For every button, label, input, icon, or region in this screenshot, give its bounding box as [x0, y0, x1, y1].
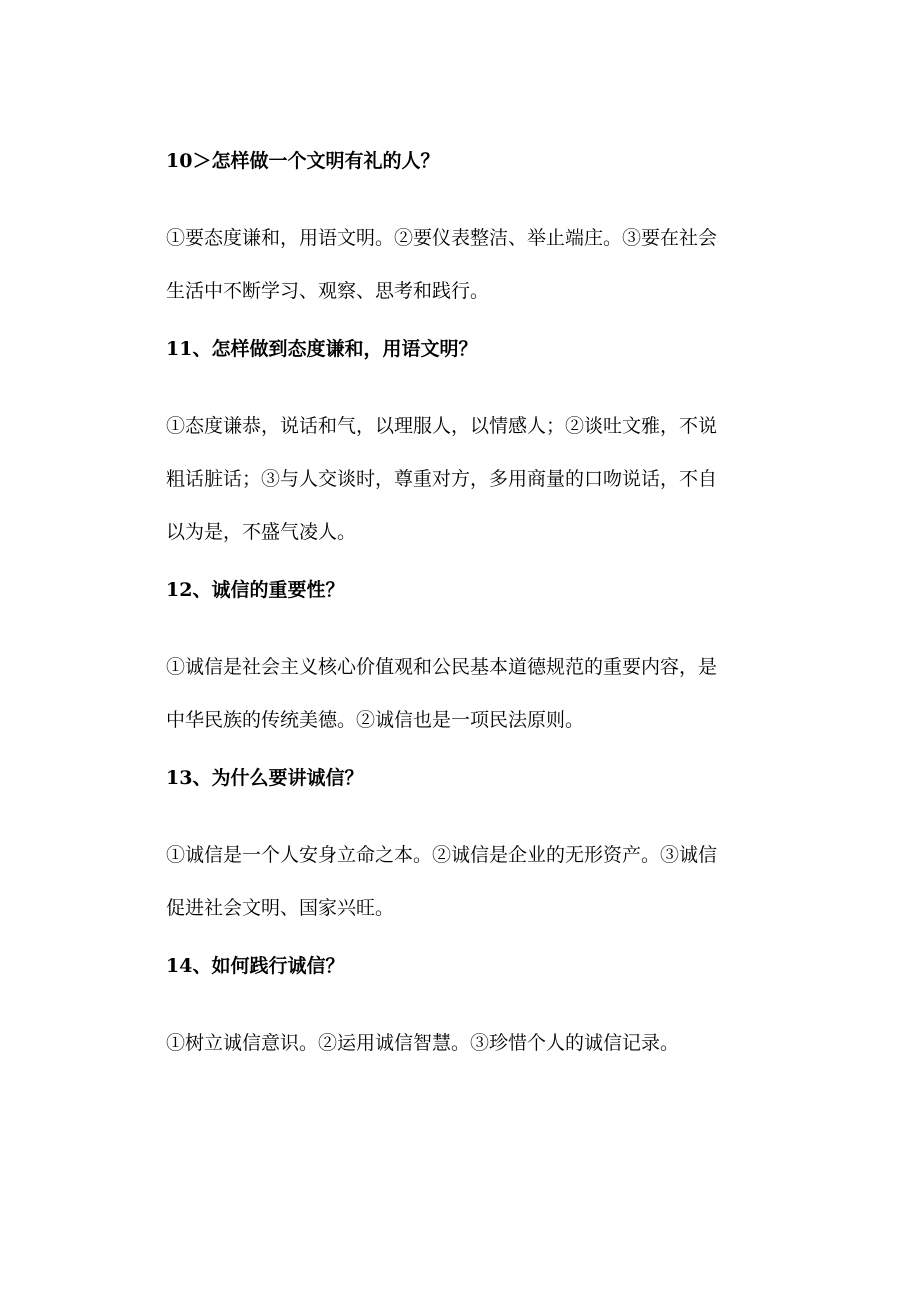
question-10: 10＞怎样做一个文明有礼的人？	[166, 150, 440, 172]
question-12: 12、诚信的重要性？	[166, 579, 345, 601]
answer-line: ①诚信是一个人安身立命之本。②诚信是企业的无形资产。③诚信	[166, 844, 718, 866]
answer-13	[166, 829, 756, 935]
answer-line: ①态度谦恭，说话和气，以理服人，以情感人；②谈吐文雅，不说	[166, 415, 718, 437]
question-11: 11、怎样做到态度谦和，用语文明？	[166, 338, 478, 360]
question-13: 13、为什么要讲诚信？	[166, 767, 364, 789]
answer-line: ①树立诚信意识。②运用诚信智慧。③珍惜个人的诚信记录。	[166, 1032, 680, 1054]
answer-line: 以为是，不盛气凌人。	[166, 521, 357, 543]
answer-12	[166, 641, 756, 747]
answer-10	[166, 212, 756, 318]
answer-line: ①诚信是社会主义核心价值观和公民基本道德规范的重要内容，是	[166, 656, 718, 678]
question-14: 14、如何践行诚信？	[166, 955, 345, 977]
answer-line: 中华民族的传统美德。②诚信也是一项民法原则。	[166, 709, 585, 731]
answer-14	[166, 1017, 756, 1070]
answer-line: ①要态度谦和，用语文明。②要仪表整洁、举止端庄。③要在社会	[166, 227, 718, 249]
document-body	[166, 144, 756, 1070]
answer-line: 促进社会文明、国家兴旺。	[166, 897, 395, 919]
answer-line: 生活中不断学习、观察、思考和践行。	[166, 280, 490, 302]
answer-line: 粗话脏话；③与人交谈时，尊重对方，多用商量的口吻说话，不自	[166, 468, 718, 490]
answer-11	[166, 400, 756, 559]
